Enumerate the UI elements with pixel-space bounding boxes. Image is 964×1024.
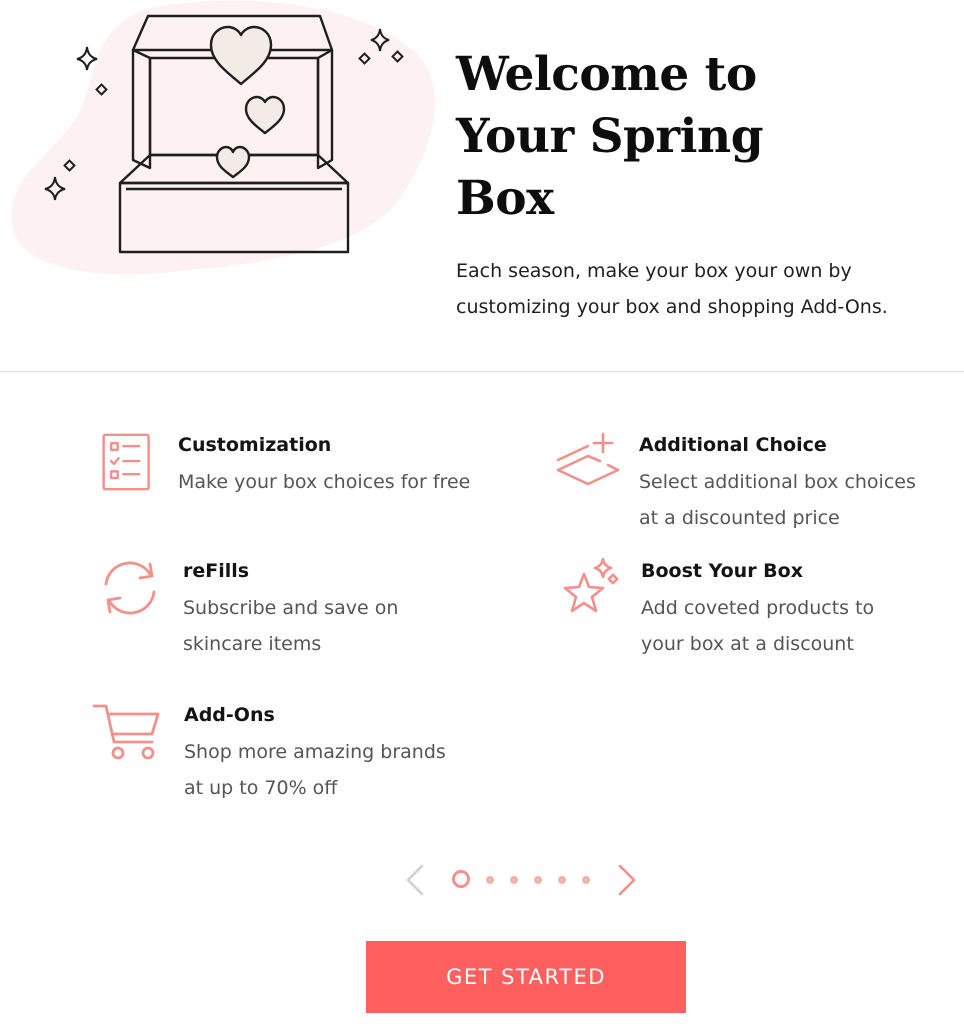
feature-title: Additional Choice [639,434,827,456]
pager-dot[interactable] [558,876,566,884]
feature-refills [98,556,518,666]
pager-dot[interactable] [486,876,494,884]
pager-dot[interactable] [582,876,590,884]
feature-description [184,734,524,806]
page-title [456,44,896,230]
get-started-button[interactable]: GET STARTED [366,941,686,1013]
feature-title: Add-Ons [184,704,275,726]
feature-description [183,590,523,662]
chevron-right-icon[interactable] [614,862,642,898]
feature-desc-line: Add coveted products to [641,597,875,619]
title-line: Box [456,171,554,226]
section-divider [0,371,964,372]
feature-title: Customization [178,434,332,456]
feature-title: reFills [183,560,250,582]
feature-boost-your-box [558,556,958,666]
carousel-pager [400,858,646,902]
shopping-cart-icon [92,700,162,764]
feature-desc-line: skincare items [183,633,322,655]
feature-description [178,464,538,500]
feature-customization [98,430,518,510]
subtitle-line: Each season, make your box your own by [456,260,852,282]
feature-desc-line: Select additional box choices [639,471,916,493]
hero-subtitle [456,253,956,325]
refresh-icon [98,556,162,620]
feature-desc-line: Make your box choices for free [178,471,471,493]
subtitle-line: customizing your box and shopping Add-Ons. [456,296,888,318]
sparkle-icon [77,47,97,70]
feature-desc-line: at a discounted price [639,507,840,529]
feature-description [639,464,959,536]
feature-additional-choice [556,430,956,540]
feature-desc-line: at up to 70% off [184,777,338,799]
feature-desc-line: Subscribe and save on [183,597,399,619]
pager-dot[interactable] [534,876,542,884]
title-line: Your Spring [456,109,764,164]
open-box-illustration [0,0,440,300]
title-line: Welcome to [456,47,757,102]
feature-desc-line: your box at a discount [641,633,854,655]
feature-desc-line: Shop more amazing brands [184,741,446,763]
feature-add-ons [92,700,512,810]
stacked-layers-plus-icon [556,430,620,494]
checklist-icon [98,430,158,494]
sparkle-star-icon [558,556,622,620]
pager-dot-active[interactable] [452,870,470,888]
chevron-left-icon[interactable] [400,862,428,898]
pager-dot[interactable] [510,876,518,884]
feature-description [641,590,961,662]
feature-title: Boost Your Box [641,560,803,582]
